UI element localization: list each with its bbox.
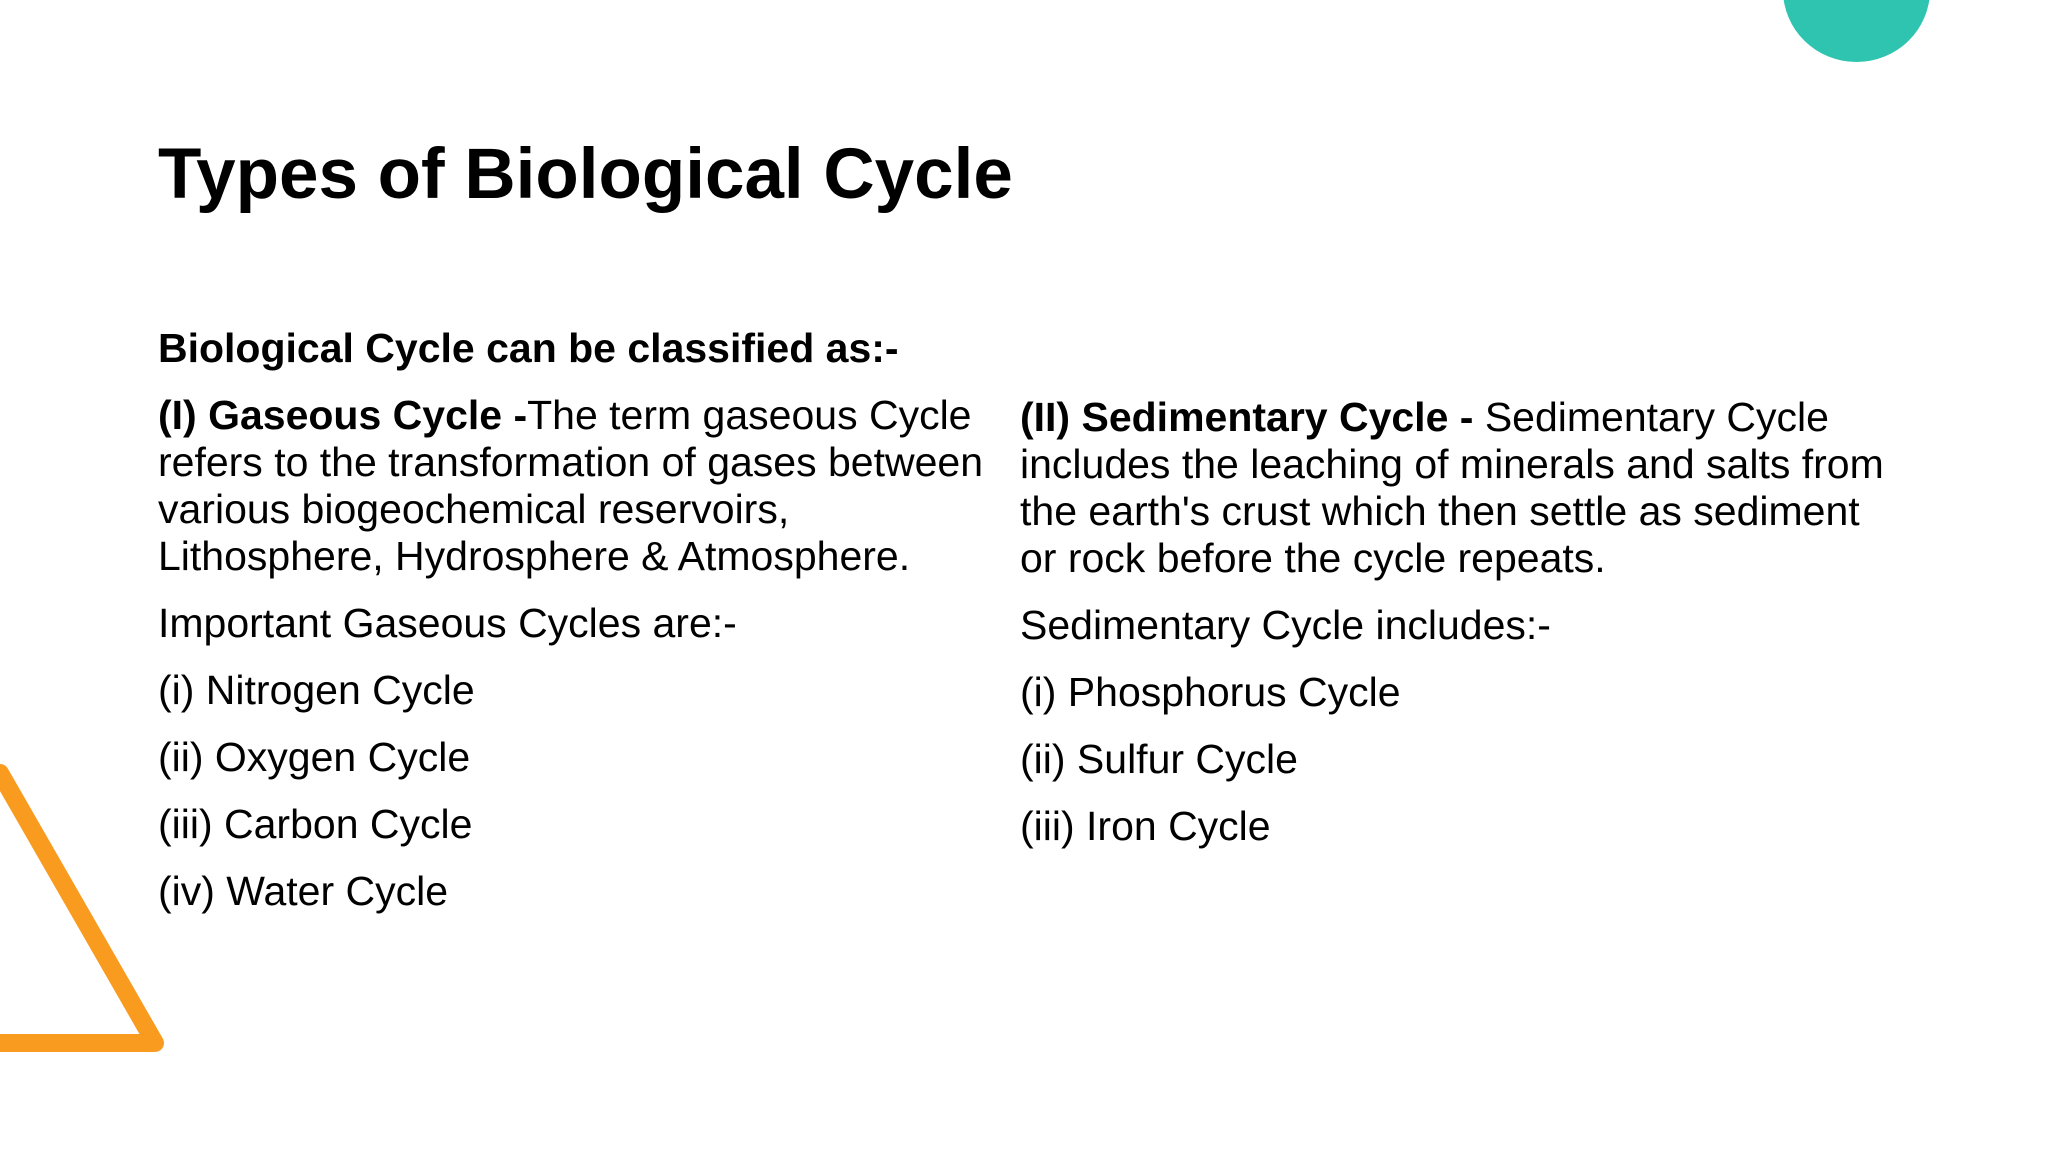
list-item: (iii) Carbon Cycle	[158, 801, 473, 847]
sedimentary-column	[1020, 394, 1900, 870]
list-item: (i) Phosphorus Cycle	[1020, 669, 1401, 715]
gaseous-heading: (I) Gaseous Cycle -	[158, 392, 528, 438]
intro-text: Biological Cycle can be classified as:-	[158, 325, 899, 371]
slide-title: Types of Biological Cycle	[158, 135, 1013, 214]
list-item: (iv) Water Cycle	[158, 868, 449, 914]
list-item: (ii) Sulfur Cycle	[1020, 736, 1298, 782]
list-item: (iii) Iron Cycle	[1020, 803, 1271, 849]
sedimentary-subheading: Sedimentary Cycle includes:-	[1020, 602, 1551, 648]
gaseous-paragraph	[158, 392, 1008, 580]
orange-triangle-decoration	[0, 755, 180, 1075]
sedimentary-description: Sedimentary Cycle includes the leaching of minerals and salts from the earth's crust which then settle as sediment or rock before the cycle repeats.	[1020, 394, 1884, 581]
teal-circle-decoration	[1783, 0, 1930, 62]
gaseous-description: The term gaseous Cycle refers to the transformation of gases between various biogeochemical reservoirs, Lithosphere, Hydrosphere & Atmosphere.	[158, 392, 984, 579]
sedimentary-paragraph	[1020, 394, 1900, 582]
gaseous-subheading: Important Gaseous Cycles are:-	[158, 600, 737, 646]
sedimentary-heading: (II) Sedimentary Cycle -	[1020, 394, 1474, 440]
list-item: (ii) Oxygen Cycle	[158, 734, 471, 780]
gaseous-column	[158, 325, 1008, 935]
list-item: (i) Nitrogen Cycle	[158, 667, 475, 713]
